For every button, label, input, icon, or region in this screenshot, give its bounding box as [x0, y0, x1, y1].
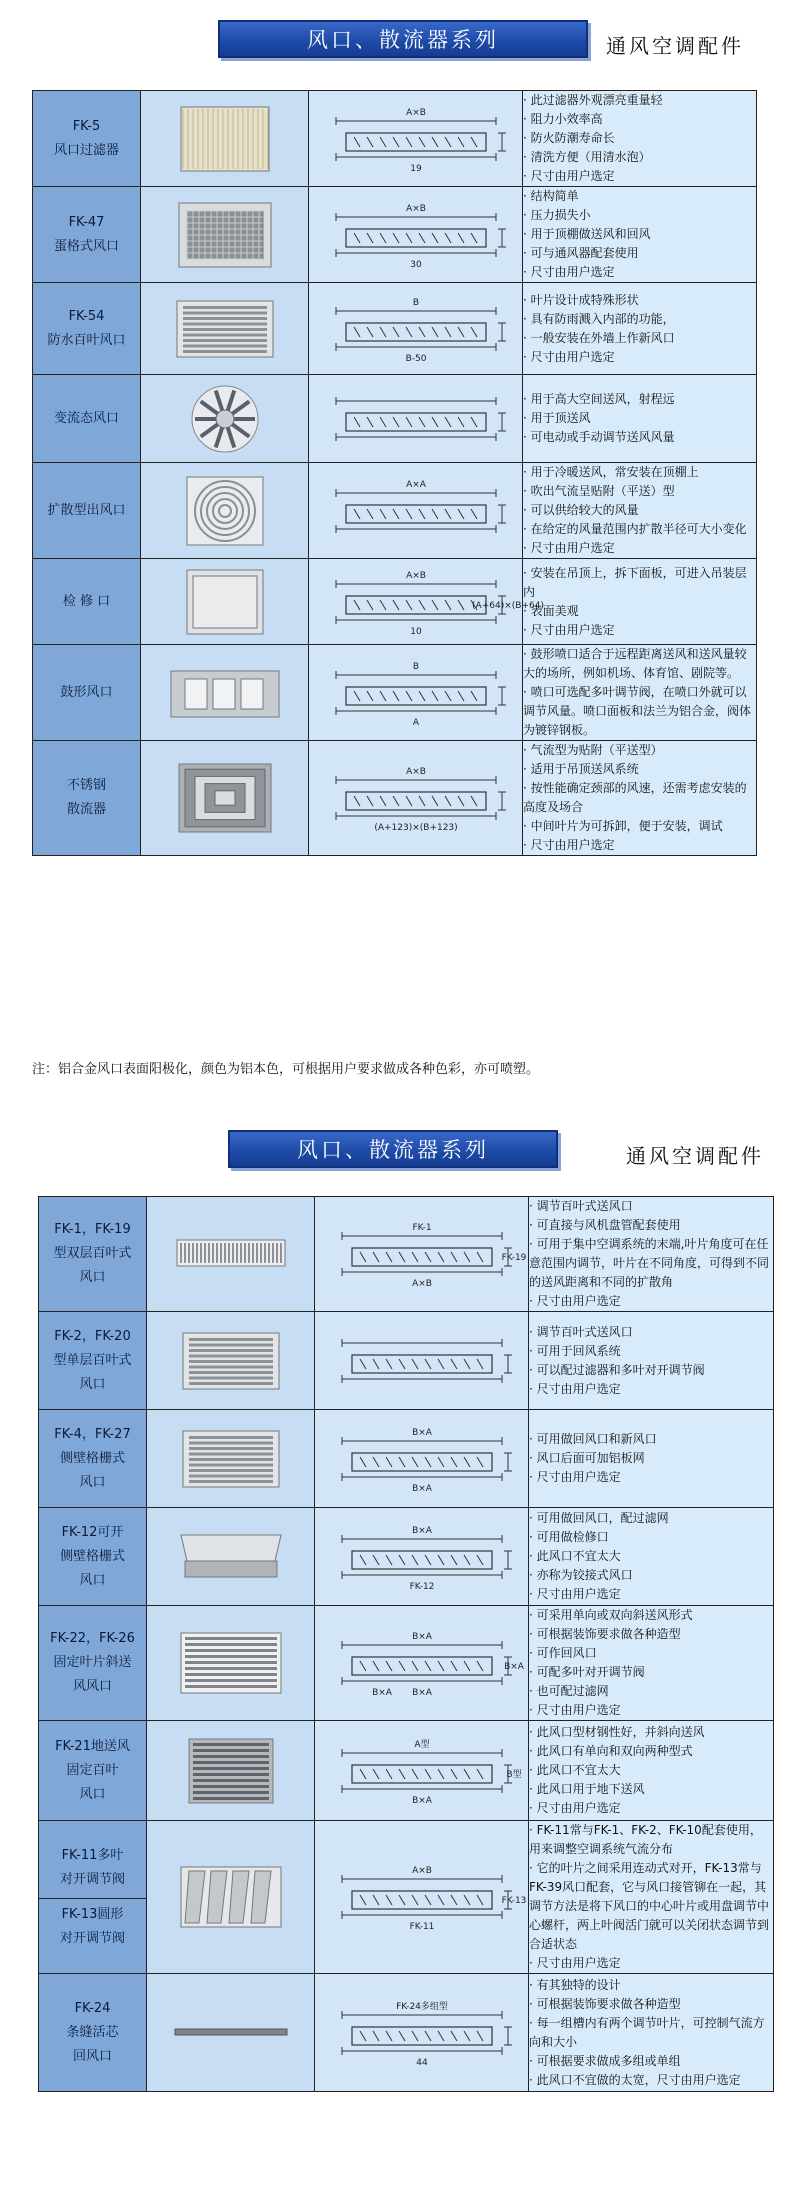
technical-drawing: [315, 1312, 529, 1410]
product-name-cell: [33, 645, 141, 741]
product-name-cell: [33, 283, 141, 375]
product-name-line: FK-1，FK-19: [54, 1222, 131, 1237]
feature-item: · 此风口不宜做的太宽，尺寸由用户选定: [529, 2071, 773, 2090]
feature-item: · 用于高大空间送风，射程远: [523, 390, 756, 409]
feature-list: [529, 1821, 774, 1974]
product-photo: [141, 91, 309, 187]
product-name-line: 风风口: [72, 1679, 112, 1694]
product-name-line: 不锈钢: [66, 778, 106, 793]
drawing-label: (A+64)×(B+64): [471, 600, 544, 611]
product-name-line: 检 修 口: [62, 593, 111, 609]
section-2-banner: 风口、散流器系列: [228, 1130, 558, 1168]
feature-item: · 用于顶送风: [523, 409, 756, 428]
feature-item: · 用于冷暖送风，常安装在顶棚上: [523, 463, 756, 482]
product-name-line: FK-47: [68, 214, 105, 230]
product-photo: [141, 375, 309, 463]
product-name-cell: [39, 1821, 147, 1974]
technical-drawing: [315, 1721, 529, 1821]
drawing-label: A×B: [405, 107, 426, 118]
product-row: [39, 1821, 774, 1974]
feature-item: · 可以配过滤器和多叶对开调节阀: [529, 1361, 773, 1380]
technical-drawing: [315, 1974, 529, 2092]
product-row: [39, 1197, 774, 1312]
feature-item: · 叶片设计成特殊形状: [523, 291, 756, 310]
product-name-cell: [33, 375, 141, 463]
product-row: [39, 1410, 774, 1508]
product-table-1: [32, 90, 757, 856]
product-row: [33, 463, 757, 559]
feature-item: · 可电动或手动调节送风风量: [523, 428, 756, 447]
feature-item: · 尺寸由用户选定: [529, 1380, 773, 1399]
product-name-cell: [33, 741, 141, 856]
product-name-line: FK-5: [72, 118, 101, 134]
feature-item: · 一般安装在外墙上作新风口: [523, 329, 756, 348]
drawing-label: A×B: [405, 203, 426, 214]
product-name-cell: [39, 1312, 147, 1410]
product-name-cell: [33, 463, 141, 559]
drawing-label: FK-11: [409, 1922, 434, 1932]
product-name-line: FK-54: [68, 308, 105, 324]
feature-item: · 具有防雨溅入内部的功能，: [523, 310, 756, 329]
feature-item: · 亦称为铰接式风口: [529, 1566, 773, 1585]
product-name-line: 风口: [79, 1376, 106, 1392]
technical-drawing: [309, 187, 523, 283]
drawing-label: B×A: [371, 1688, 392, 1698]
feature-item: · 安装在吊顶上，拆下面板，可进入吊装层内: [523, 564, 756, 602]
product-name-line: FK-4，FK-27: [54, 1426, 131, 1442]
feature-item: · 尺寸由用户选定: [523, 167, 756, 186]
feature-item: · 可根据要求做成多组或单组: [529, 2052, 773, 2071]
feature-list: [529, 1974, 774, 2092]
product-name-line: 散流器: [66, 802, 106, 817]
feature-item: · 气流型为贴附（平送型）: [523, 741, 756, 760]
drawing-label: FK-12: [409, 1581, 434, 1592]
technical-drawing: [309, 559, 544, 645]
product-photo: [147, 1410, 315, 1508]
feature-item: · 可根据装饰要求做各种造型: [529, 1995, 773, 2014]
section-1-note: 注：铝合金风口表面阳极化，颜色为铝本色，可根据用户要求做成各种色彩，亦可喷塑。: [32, 1062, 540, 1077]
technical-drawing: [315, 1508, 529, 1606]
feature-item: · 压力损失小: [523, 206, 756, 225]
product-name-line: 风口: [79, 1572, 106, 1588]
feature-item: · 清洗方便（用清水泡）: [523, 148, 756, 167]
feature-item: · 中间叶片为可拆卸，便于安装，调试: [523, 817, 756, 836]
drawing-label: A×B: [405, 570, 426, 581]
product-row: [39, 1606, 774, 1721]
product-photo: [141, 559, 309, 645]
feature-item: · FK-11常与FK-1、FK-2、FK-10配套使用，用来调整空调系统气流分布: [529, 1821, 773, 1859]
product-row: [33, 645, 757, 741]
feature-item: · 吹出气流呈贴附（平送）型: [523, 482, 756, 501]
product-name-line: 侧壁格栅式: [59, 1450, 125, 1466]
feature-item: · 尺寸由用户选定: [523, 539, 756, 558]
product-name-line: 鼓形风口: [60, 684, 113, 700]
product-name-line: 扩散型出风口: [47, 502, 126, 518]
product-name-cell: [33, 91, 141, 187]
product-row: [33, 559, 757, 645]
feature-item: · 调节百叶式送风口: [529, 1197, 773, 1216]
technical-drawing: [309, 375, 523, 463]
feature-item: · 有其独特的设计: [529, 1976, 773, 1995]
feature-list: [523, 559, 757, 645]
feature-item: · 此风口用于地下送风: [529, 1780, 773, 1799]
feature-list: [529, 1312, 774, 1410]
feature-item: · 它的叶片之间采用连动式对开，FK-13常与FK-39风口配套，它与风口接管铆在一起，其调节方法是将下风口的中心叶片或用盘调节中心螺杆，两上叶阀活门就可以关闭状态调节到合适状态: [529, 1859, 773, 1954]
product-name-line: FK-2，FK-20: [54, 1328, 131, 1344]
product-name-cell: [33, 559, 141, 645]
section-2-brand: 通风空调配件: [626, 1144, 764, 1168]
feature-item: · 此过滤器外观漂亮重量轻: [523, 91, 756, 110]
product-name-line: 固定叶片斜送: [53, 1655, 132, 1670]
feature-list: [523, 187, 757, 283]
drawing-label: 10: [409, 626, 422, 637]
product-name-line: 对开调节阀: [59, 1871, 125, 1887]
drawing-label: B×A: [503, 1662, 524, 1672]
product-row: [39, 1508, 774, 1606]
feature-item: · 可用做检修口: [529, 1528, 773, 1547]
feature-item: · 可直接与风机盘管配套使用: [529, 1216, 773, 1235]
technical-drawing: [309, 645, 523, 741]
technical-drawing: [309, 741, 523, 856]
drawing-label: FK-24多组型: [395, 2001, 448, 2012]
feature-item: · 在给定的风量范围内扩散半径可大小变化: [523, 520, 756, 539]
product-name-line: 蛋格式风口: [53, 238, 119, 254]
feature-list: [523, 283, 757, 375]
drawing-label: A: [412, 717, 419, 728]
feature-item: · 用于顶棚做送风和回风: [523, 225, 756, 244]
section-2: [0, 1090, 800, 2210]
feature-list: [523, 375, 757, 463]
drawing-label: B×A: [411, 1483, 432, 1494]
feature-item: · 此风口型材钢性好，并斜向送风: [529, 1723, 773, 1742]
feature-item: · 尺寸由用户选定: [529, 1585, 773, 1604]
product-name-line: 变流态风口: [53, 410, 119, 426]
section-1: [0, 0, 800, 1090]
product-photo: [147, 1974, 315, 2092]
feature-item: · 此风口有单向和双向两种型式: [529, 1742, 773, 1761]
feature-item: · 尺寸由用户选定: [523, 263, 756, 282]
section-1-banner: 风口、散流器系列: [218, 20, 588, 58]
feature-item: · 尺寸由用户选定: [529, 1292, 773, 1311]
product-name-cell: [33, 187, 141, 283]
product-row: [33, 283, 757, 375]
product-name-line: 防水百叶风口: [47, 332, 126, 348]
feature-list: [523, 741, 757, 856]
drawing-label: A×A: [405, 479, 426, 490]
product-name-line: 固定百叶: [66, 1762, 119, 1778]
feature-item: · 结构简单: [523, 187, 756, 206]
feature-item: · 可用做回风口，配过滤网: [529, 1509, 773, 1528]
technical-drawing: [315, 1606, 529, 1721]
drawing-label: B-50: [405, 353, 426, 364]
feature-item: · 也可配过滤网: [529, 1682, 773, 1701]
product-photo: [147, 1508, 315, 1606]
product-row: [39, 1721, 774, 1821]
feature-item: · 可用于集中空调系统的末端,叶片角度可在任意范围内调节，叶片在不同角度，可得到不同的送风距离和不同的扩散角: [529, 1235, 773, 1292]
product-name-cell: [39, 1410, 147, 1508]
technical-drawing: [309, 91, 523, 187]
technical-drawing: [309, 283, 523, 375]
product-name-cell: [39, 1974, 147, 2092]
feature-list: [529, 1721, 774, 1821]
feature-item: · 可配多叶对开调节阀: [529, 1663, 773, 1682]
feature-list: [529, 1197, 774, 1312]
product-photo: [141, 463, 309, 559]
feature-item: · 防火防潮寿命长: [523, 129, 756, 148]
drawing-label: FK-13: [501, 1896, 526, 1906]
name-divider: [38, 1898, 147, 1899]
technical-drawing: [315, 1197, 529, 1312]
drawing-label: FK-19: [501, 1253, 526, 1263]
product-name-cell: [39, 1721, 147, 1821]
feature-item: · 可用做回风口和新风口: [529, 1430, 773, 1449]
feature-list: [529, 1606, 774, 1721]
technical-drawing: [315, 1410, 529, 1508]
drawing-label: (A+123)×(B+123): [373, 823, 458, 833]
drawing-label: A×B: [411, 1866, 432, 1876]
section-1-brand: 通风空调配件: [606, 34, 744, 58]
feature-item: · 此风口不宜太大: [529, 1547, 773, 1566]
product-row: [39, 1974, 774, 2092]
product-photo: [147, 1721, 315, 1821]
product-row: [33, 741, 757, 856]
feature-item: · 尺寸由用户选定: [529, 1468, 773, 1487]
product-name-line: 回风口: [72, 2048, 112, 2064]
product-row: [39, 1312, 774, 1410]
product-photo: [147, 1197, 315, 1312]
feature-item: · 尺寸由用户选定: [529, 1954, 773, 1973]
product-name-cell: [39, 1508, 147, 1606]
product-name-cell: [39, 1606, 147, 1721]
product-name-line: 风口: [79, 1474, 106, 1490]
drawing-label: FK-1: [411, 1223, 432, 1233]
product-name-line: 风口: [79, 1270, 106, 1285]
feature-item: · 尺寸由用户选定: [523, 621, 756, 640]
drawing-label: B型: [505, 1769, 522, 1780]
feature-item: · 按性能确定颈部的风速，还需考虑安装的高度及场合: [523, 779, 756, 817]
product-name-line: 型双层百叶式: [53, 1246, 132, 1261]
feature-item: · 可根据装饰要求做各种造型: [529, 1625, 773, 1644]
drawing-label: B×A: [411, 1632, 432, 1642]
feature-list: [529, 1410, 774, 1508]
product-name-line: FK-12可开: [61, 1524, 124, 1540]
drawing-label: A×B: [411, 1279, 432, 1289]
drawing-label: 19: [409, 163, 422, 174]
product-table-2: [38, 1196, 774, 2092]
drawing-label: A×B: [405, 767, 426, 777]
feature-item: · 尺寸由用户选定: [529, 1799, 773, 1818]
product-name-line: FK-21地送风: [55, 1738, 130, 1754]
feature-item: · 此风口不宜太大: [529, 1761, 773, 1780]
product-photo: [141, 645, 309, 741]
drawing-label: B: [412, 297, 419, 308]
feature-item: · 表面美观: [523, 602, 756, 621]
feature-item: · 风口后面可加铝板网: [529, 1449, 773, 1468]
product-name-line: 条缝活芯: [66, 2024, 119, 2040]
product-photo: [141, 283, 309, 375]
product-name-line: 型单层百叶式: [53, 1352, 132, 1368]
drawing-label: A型: [413, 1739, 430, 1750]
product-name-line: 侧壁格栅式: [59, 1548, 125, 1564]
product-name-line: FK-11多叶: [61, 1847, 124, 1863]
product-photo: [147, 1606, 315, 1721]
feature-item: · 可作回风口: [529, 1644, 773, 1663]
product-name-line: 对开调节阀: [59, 1930, 125, 1946]
product-name-line: FK-13圆形: [61, 1906, 124, 1922]
product-photo: [147, 1312, 315, 1410]
feature-list: [529, 1508, 774, 1606]
feature-item: · 每一组槽内有两个调节叶片，可控制气流方向和大小: [529, 2014, 773, 2052]
feature-list: [523, 645, 757, 741]
feature-list: [523, 91, 757, 187]
product-row: [33, 91, 757, 187]
product-row: [33, 187, 757, 283]
feature-item: · 鼓形喷口适合于远程距离送风和送风量较大的场所，例如机场、体育馆、剧院等。: [523, 645, 756, 683]
drawing-label: B×A: [411, 1795, 432, 1806]
drawing-label: B×A: [411, 1427, 432, 1438]
drawing-label: B×A: [411, 1525, 432, 1536]
feature-item: · 调节百叶式送风口: [529, 1323, 773, 1342]
product-name-line: 风口过滤器: [53, 142, 119, 158]
product-name-line: FK-22，FK-26: [50, 1631, 135, 1646]
technical-drawing: [309, 463, 523, 559]
product-name-cell: [39, 1197, 147, 1312]
drawing-label: 44: [415, 2057, 428, 2068]
technical-drawing: [315, 1821, 529, 1974]
feature-item: · 适用于吊顶送风系统: [523, 760, 756, 779]
product-name-line: 风口: [79, 1786, 106, 1802]
product-photo: [141, 187, 309, 283]
drawing-label: 30: [409, 259, 422, 270]
product-name-line: FK-24: [74, 2000, 111, 2016]
feature-item: · 尺寸由用户选定: [529, 1701, 773, 1720]
feature-item: · 可采用单向或双向斜送风形式: [529, 1606, 773, 1625]
drawing-label: B: [412, 661, 419, 672]
feature-item: · 可以供给较大的风量: [523, 501, 756, 520]
feature-item: · 喷口可选配多叶调节阀，在喷口外就可以调节风量。喷口面板和法兰为铝合金，阀体为镀锌钢板。: [523, 683, 756, 740]
feature-item: · 可与通风器配套使用: [523, 244, 756, 263]
feature-item: · 可用于回风系统: [529, 1342, 773, 1361]
product-photo: [141, 741, 309, 856]
feature-item: · 阻力小效率高: [523, 110, 756, 129]
product-row: [33, 375, 757, 463]
feature-list: [523, 463, 757, 559]
feature-item: · 尺寸由用户选定: [523, 836, 756, 855]
feature-item: · 尺寸由用户选定: [523, 348, 756, 367]
product-photo: [147, 1821, 315, 1974]
drawing-label: B×A: [411, 1688, 432, 1698]
